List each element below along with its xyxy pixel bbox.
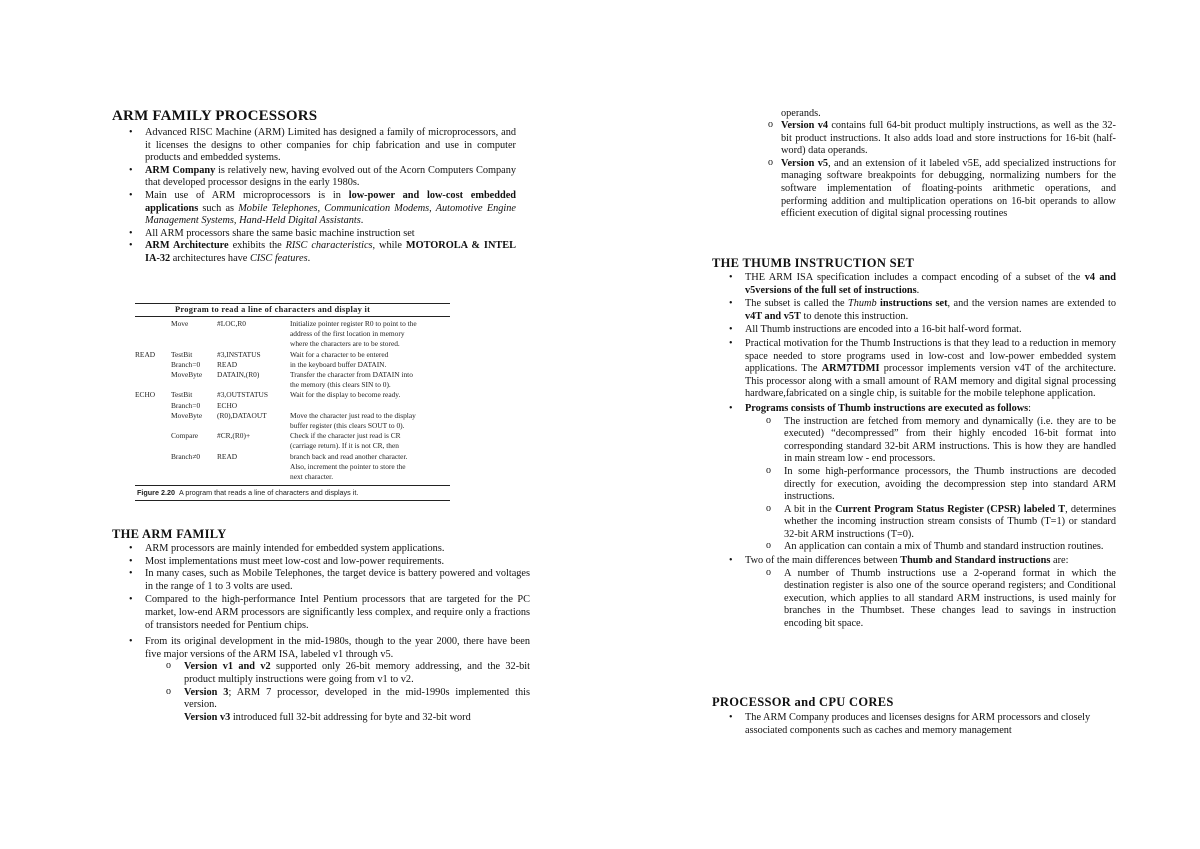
sub-list-item: o Version v1 and v2 supported only 26-bit memory addressing, and the 32-bit product multiply instructions were going from v1 to v2.: [112, 661, 530, 686]
figure-cell-arg: #CR,(R0)+: [217, 431, 251, 441]
figure-cell-desc: Wait for a character to be entered: [290, 349, 389, 359]
figure-cell-op: TestBit: [171, 349, 193, 359]
list-item: • The subset is called the Thumb instructions set, and the version names are extended to v4T and v5T to denote this instruction.: [712, 298, 1116, 323]
figure-cell-arg: READ: [217, 451, 238, 461]
figure-cell-arg: ECHO: [217, 400, 238, 410]
figure-cell-desc: Check if the character just read is CR: [290, 431, 401, 441]
figure-cell-desc: Wait for the display to become ready.: [290, 390, 401, 400]
sub-list-item: o Version v5, and an extension of it labeled v5E, add specialized instructions for managing software breakpoints for debugging, normalizing numbers for the software implementation of floating-points arithmetic operations, and performing addition and multiplication operations on 16-bit operands to allow efficient execution of digital signal processing routines: [712, 158, 1116, 221]
figure-cell-desc: branch back and read another character.: [290, 451, 408, 461]
list-item: • ARM Architecture exhibits the RISC characteristics, while MOTOROLA & INTEL IA-32 architectures have CISC features.: [112, 240, 516, 265]
list-item: • All Thumb instructions are encoded into a 16-bit half-word format.: [712, 324, 1116, 337]
figure-cell-desc: Transfer the character from DATAIN into: [290, 370, 413, 379]
list-item: • The ARM Company produces and licenses designs for ARM processors and closely associated components such as caches and memory management: [712, 712, 1116, 737]
list-item: • ARM processors are mainly intended for embedded system applications.: [112, 543, 530, 556]
heading-arm-family-processors: ARM FAMILY PROCESSORS: [112, 108, 318, 124]
figure-cell-arg: DATAIN,(R0): [217, 370, 260, 379]
processor-cores-list: [712, 712, 1116, 737]
figure-cell-op: Branch≠0: [171, 451, 201, 461]
sub-list-item: o Version 3; ARM 7 processor, developed in the mid-1990s implemented this version. Version v3 introduced full 32-bit addressing for byte and 32-bit word: [112, 687, 530, 725]
figure-cell-desc: buffer register (this clears SOUT to 0).: [290, 421, 405, 430]
figure-cell-desc: Initialize pointer register R0 to point to the: [290, 319, 417, 328]
version-list-continued: [712, 120, 1116, 221]
figure-cell-label: ECHO: [135, 390, 156, 400]
list-item: • Main use of ARM microprocessors is in low-power and low-cost embedded applications such as Mobile Telephones, Communication Modems, Automotive Engine Management Systems, Hand-Held Digital Assistants.: [112, 190, 516, 228]
heading-thumb-instruction-set: THE THUMB INSTRUCTION SET: [712, 256, 915, 270]
figure-cell-desc: Move the character just read to the display: [290, 410, 416, 420]
figure-cell-desc: (carriage return). If it is not CR, then: [290, 441, 399, 451]
figure-cell-desc: address of the first location in memory: [290, 329, 405, 339]
list-item: • Advanced RISC Machine (ARM) Limited has designed a family of microprocessors, and it licenses the designs to other companies for chip fabrication and use in computer products and embedded systems.: [112, 127, 516, 165]
list-item: • ARM Company is relatively new, having evolved out of the Acorn Computers Company that developed processor designs in the early 1980s.: [112, 165, 516, 190]
figure-cell-desc: the memory (this clears SIN to 0).: [290, 380, 391, 390]
figure-cell-arg: (R0),DATAOUT: [217, 410, 267, 420]
arm-family-processors-list: [112, 127, 516, 266]
heading-the-arm-family: THE ARM FAMILY: [112, 527, 227, 541]
program-figure: [135, 303, 450, 501]
list-item: • Most implementations must meet low-cost and low-power requirements.: [112, 556, 530, 569]
list-item: • Practical motivation for the Thumb Instructions is that they lead to a reduction in memory space needed to store programs used in low-cost and low-power embedded system applications. The ARM7TDMI processor implements version v4T of the architecture. This processor along with a small amount of RAM memory and digital signal processing hardware,fabricated on a single chip, is suitable for the mobile telephone application.: [712, 338, 1116, 401]
figure-cell-desc: Also, increment the pointer to store the: [290, 461, 406, 471]
list-item: • Programs consists of Thumb instructions are executed as follows: o The instruction are fetched from memory and dynamically (i.e. they are to be executed) “decompressed” from their highly encoded 16-bit format into corresponding standard 32-bit ARM instructions. This is how they are handled in main stream low - end processors. o In some high-performance processors, the Thumb instructions are decoded directly for execution, avoiding the decompression step into standard ARM instructions. o A bit in the Current Program Status Register (CPSR) labeled T, determines whether the incoming instruction stream consists of Thumb (T=1) or standard 32-bit ARM instructions (T=0). o An application can contain a mix of Thumb and standard instruction routines.: [712, 403, 1116, 554]
figure-cell-op: Branch=0: [171, 359, 201, 369]
sub-list-item: o The instruction are fetched from memory and dynamically (i.e. they are to be executed) “decompressed” from their highly encoded 16-bit format into corresponding standard 32-bit ARM instructions. This is how they are handled in main stream low - end processors.: [712, 416, 1116, 466]
figure-cell-desc: next character.: [290, 472, 334, 481]
sub-list-item: o A number of Thumb instructions use a 2-operand format in which the destination register is also one of the source operand registers; and Conditional execution, which applies to all standard ARM instructions, is used mainly for branches in the Thumbset. These changes lead to savings in instruction encoding bit space.: [712, 568, 1116, 631]
figure-cell-op: Branch=0: [171, 400, 201, 410]
thumb-instruction-list: [712, 272, 1116, 631]
figure-cell-arg: #3,OUTSTATUS: [217, 390, 268, 400]
list-item: • Compared to the high-performance Intel Pentium processors that are targeted for the PC market, low-end ARM processors are significantly less complex, and require only a fractions of transistors needed for Pentium chips.: [112, 594, 530, 632]
figure-cell-op: TestBit: [171, 390, 193, 400]
sub-list-item: o Version v4 contains full 64-bit product multiply instructions, as well as the 32-bit product instructions. It also adds load and store instructions for 16-bit (half-word) data operands.: [712, 120, 1116, 158]
figure-cell-op: MoveByte: [171, 410, 203, 420]
figure-cell-desc: where the characters are to be stored.: [290, 339, 400, 349]
figure-cell-desc: in the keyboard buffer DATAIN.: [290, 359, 387, 369]
sub-list-item: o A bit in the Current Program Status Register (CPSR) labeled T, determines whether the incoming instruction stream consists of Thumb (T=1) or standard 32-bit ARM instructions (T=0).: [712, 504, 1116, 542]
list-item: • In many cases, such as Mobile Telephones, the target device is battery powered and voltages in the range of 1 to 3 volts are used.: [112, 568, 530, 593]
figure-cell-arg: READ: [217, 359, 238, 369]
sub-list-item: o An application can contain a mix of Thumb and standard instruction routines.: [712, 541, 1116, 554]
continued-text: operands.: [781, 108, 821, 119]
list-item: • From its original development in the mid-1980s, though to the year 2000, there have been five major versions of the ARM ISA, labeled v1 through v5. o Version v1 and v2 supported only 26-bit memory addressing, and the 32-bit product multiply instructions were going from v1 to v2. o Version 3; ARM 7 processor, developed in the mid-1990s implemented this version. Version v3 introduced full 32-bit addressing for byte and 32-bit word: [112, 636, 530, 724]
figure-cell-op: Move: [171, 319, 189, 328]
list-item: • All ARM processors share the same basic machine instruction set: [112, 228, 516, 241]
figure-cell-op: Compare: [171, 431, 199, 441]
figure-caption: Figure 2.20 A program that reads a line of characters and displays it.: [137, 488, 359, 497]
sub-list-item: o In some high-performance processors, the Thumb instructions are decoded directly for execution, avoiding the decompression step into standard ARM instructions.: [712, 466, 1116, 504]
list-item: • Two of the main differences between Thumb and Standard instructions are: o A number of Thumb instructions use a 2-operand format in which the destination register is also one of the source operand registers; and Conditional execution, which applies to all standard ARM instructions, is used mainly for branches in the Thumbset. These changes lead to savings in instruction encoding bit space.: [712, 555, 1116, 631]
list-item: • THE ARM ISA specification includes a compact encoding of a subset of the v4 and v5versions of the full set of instructions.: [712, 272, 1116, 297]
figure-title: Program to read a line of characters and display it: [175, 305, 371, 314]
figure-cell-op: MoveByte: [171, 370, 203, 379]
figure-cell-arg: #LOC,R0: [217, 319, 246, 328]
figure-cell-arg: #3,INSTATUS: [217, 349, 261, 359]
heading-processor-cpu-cores: PROCESSOR and CPU CORES: [712, 695, 894, 709]
the-arm-family-list: [112, 543, 530, 724]
figure-cell-label: READ: [135, 349, 156, 359]
